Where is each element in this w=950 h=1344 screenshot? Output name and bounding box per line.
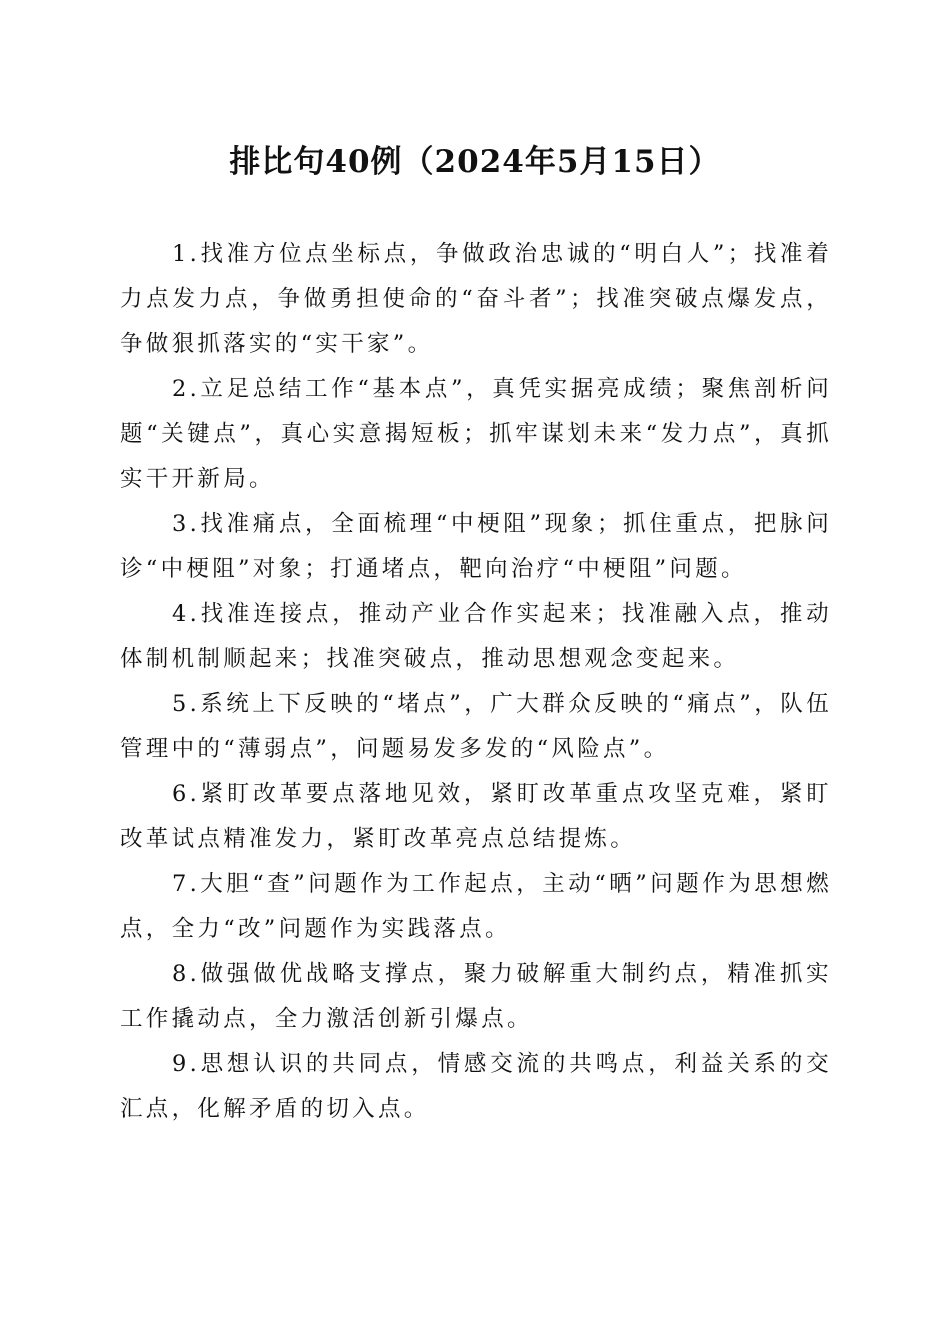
paragraph-8: 8.做强做优战略支撑点，聚力破解重大制约点，精准抓实工作撬动点，全力激活创新引爆点。: [120, 961, 832, 1032]
document-title: 排比句40例（2024年5月15日）: [229, 144, 721, 180]
document-body: [120, 232, 832, 1132]
paragraph-9: 9.思想认识的共同点，情感交流的共鸣点，利益关系的交汇点，化解矛盾的切入点。: [120, 1051, 832, 1122]
paragraph-7: 7.大胆“查”问题作为工作起点，主动“晒”问题作为思想燃点，全力“改”问题作为实践落点。: [120, 871, 832, 942]
paragraph-5: 5.系统上下反映的“堵点”，广大群众反映的“痛点”，队伍管理中的“薄弱点”，问题易发多发的“风险点”。: [120, 691, 832, 762]
paragraph-4: 4.找准连接点，推动产业合作实起来；找准融入点，推动体制机制顺起来；找准突破点，推动思想观念变起来。: [120, 601, 832, 672]
paragraph-1: 1.找准方位点坐标点，争做政治忠诚的“明白人”；找准着力点发力点，争做勇担使命的“奋斗者”；找准突破点爆发点，争做狠抓落实的“实干家”。: [120, 241, 832, 357]
paragraph-3: 3.找准痛点，全面梳理“中梗阻”现象；抓住重点，把脉问诊“中梗阻”对象；打通堵点，靶向治疗“中梗阻”问题。: [120, 511, 832, 582]
paragraph-6: 6.紧盯改革要点落地见效，紧盯改革重点攻坚克难，紧盯改革试点精准发力，紧盯改革亮点总结提炼。: [120, 781, 832, 852]
paragraph-2: 2.立足总结工作“基本点”，真凭实据亮成绩；聚焦剖析问题“关键点”，真心实意揭短板；抓牢谋划未来“发力点”，真抓实干开新局。: [120, 376, 832, 492]
